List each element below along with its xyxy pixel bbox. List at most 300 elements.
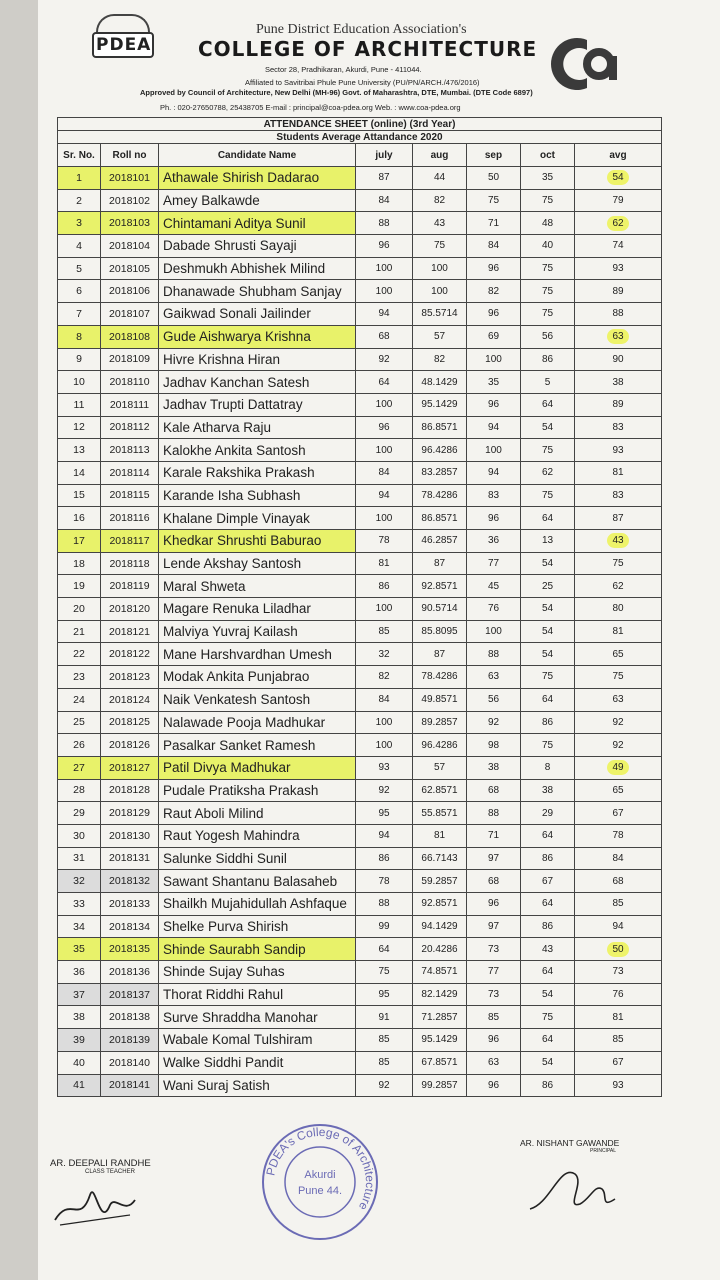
table-cell bbox=[575, 235, 662, 258]
table-cell: 55.8571 bbox=[413, 802, 467, 825]
svg-text:Akurdi: Akurdi bbox=[304, 1169, 336, 1181]
table-cell: 64 bbox=[521, 893, 575, 916]
table-cell bbox=[575, 461, 662, 484]
avg-value: 89 bbox=[612, 285, 624, 297]
principal-scribble-icon bbox=[520, 1154, 620, 1224]
table-cell: 82 bbox=[413, 348, 467, 371]
table-cell bbox=[575, 167, 662, 190]
column-header: Roll no bbox=[101, 144, 159, 167]
table-cell: 98 bbox=[467, 734, 521, 757]
table-cell: 96 bbox=[467, 303, 521, 326]
avg-value: 76 bbox=[612, 989, 624, 1001]
table-cell: 2018129 bbox=[101, 802, 159, 825]
table-cell: 75 bbox=[521, 1006, 575, 1029]
table-cell: 95 bbox=[356, 983, 413, 1006]
table-row bbox=[58, 598, 662, 621]
table-cell: 69 bbox=[467, 325, 521, 348]
table-cell: 75 bbox=[521, 257, 575, 280]
table-cell bbox=[575, 870, 662, 893]
table-cell: 96.4286 bbox=[413, 734, 467, 757]
table-cell: 2018140 bbox=[101, 1051, 159, 1074]
table-row bbox=[58, 915, 662, 938]
attendance-table bbox=[57, 117, 662, 1097]
table-cell: 94 bbox=[356, 824, 413, 847]
table-cell: 99.2857 bbox=[413, 1074, 467, 1097]
principal-signature bbox=[520, 1138, 620, 1229]
table-cell: 13 bbox=[521, 530, 575, 553]
table-cell: 86 bbox=[356, 847, 413, 870]
table-row bbox=[58, 371, 662, 394]
table-cell: 64 bbox=[521, 507, 575, 530]
table-row bbox=[58, 461, 662, 484]
column-header: Sr. No. bbox=[58, 144, 101, 167]
class-teacher-signature bbox=[50, 1158, 151, 1240]
table-cell bbox=[575, 983, 662, 1006]
table-row bbox=[58, 1029, 662, 1052]
table-cell: 94 bbox=[356, 303, 413, 326]
table-cell: Lende Akshay Santosh bbox=[159, 552, 356, 575]
table-cell bbox=[575, 1074, 662, 1097]
avg-value: 50 bbox=[607, 942, 628, 957]
table-cell: 100 bbox=[356, 507, 413, 530]
table-cell: Walke Siddhi Pandit bbox=[159, 1051, 356, 1074]
avg-value: 62 bbox=[612, 580, 624, 592]
table-cell: 2018114 bbox=[101, 461, 159, 484]
table-cell: Raut Yogesh Mahindra bbox=[159, 824, 356, 847]
avg-value: 75 bbox=[612, 671, 624, 683]
table-cell: 86 bbox=[521, 1074, 575, 1097]
table-cell: 48 bbox=[521, 212, 575, 235]
table-cell bbox=[575, 688, 662, 711]
avg-value: 94 bbox=[612, 921, 624, 933]
college-seal-icon bbox=[258, 1120, 382, 1244]
table-cell: 100 bbox=[356, 439, 413, 462]
table-cell: 100 bbox=[356, 598, 413, 621]
table-cell: 95.1429 bbox=[413, 393, 467, 416]
table-cell: 50 bbox=[467, 167, 521, 190]
table-cell: 75 bbox=[521, 666, 575, 689]
table-cell bbox=[575, 189, 662, 212]
table-cell: 2018128 bbox=[101, 779, 159, 802]
table-cell: 4 bbox=[58, 235, 101, 258]
table-row bbox=[58, 620, 662, 643]
table-cell: 40 bbox=[521, 235, 575, 258]
table-cell: 2018105 bbox=[101, 257, 159, 280]
org-name: Pune District Education Association's bbox=[256, 22, 467, 37]
table-cell: 56 bbox=[521, 325, 575, 348]
table-cell: 92 bbox=[356, 779, 413, 802]
table-cell: 2018102 bbox=[101, 189, 159, 212]
table-cell: 64 bbox=[356, 938, 413, 961]
avg-value: 63 bbox=[612, 694, 624, 706]
table-cell: Deshmukh Abhishek Milind bbox=[159, 257, 356, 280]
table-cell: 38 bbox=[467, 756, 521, 779]
table-row bbox=[58, 688, 662, 711]
table-row bbox=[58, 802, 662, 825]
table-cell: Wabale Komal Tulshiram bbox=[159, 1029, 356, 1052]
table-cell: 89.2857 bbox=[413, 711, 467, 734]
column-header: Candidate Name bbox=[159, 144, 356, 167]
avg-value: 80 bbox=[612, 603, 624, 615]
address: Sector 28, Pradhikaran, Akurdi, Pune - 411044. bbox=[265, 65, 422, 74]
table-cell: 96 bbox=[467, 507, 521, 530]
table-cell: 85 bbox=[467, 1006, 521, 1029]
table-cell: 68 bbox=[467, 779, 521, 802]
table-subtitle: Students Average Attandance 2020 bbox=[58, 131, 662, 144]
table-cell bbox=[575, 893, 662, 916]
pdea-logo: PDEA bbox=[92, 14, 154, 64]
table-cell: 2018106 bbox=[101, 280, 159, 303]
table-cell: 22 bbox=[58, 643, 101, 666]
table-cell: Dhanawade Shubham Sanjay bbox=[159, 280, 356, 303]
table-cell: 28 bbox=[58, 779, 101, 802]
table-row bbox=[58, 938, 662, 961]
table-cell: 75 bbox=[467, 189, 521, 212]
table-cell: 91 bbox=[356, 1006, 413, 1029]
table-row bbox=[58, 235, 662, 258]
table-row bbox=[58, 1051, 662, 1074]
table-row bbox=[58, 983, 662, 1006]
contact: Ph. : 020-27650788, 25438705 E-mail : principal@coa-pdea.org Web. : www.coa-pdea.org bbox=[160, 103, 461, 112]
table-cell: Hivre Krishna Hiran bbox=[159, 348, 356, 371]
table-cell: 38 bbox=[58, 1006, 101, 1029]
table-cell: 86 bbox=[521, 915, 575, 938]
table-cell: 100 bbox=[467, 439, 521, 462]
table-row bbox=[58, 552, 662, 575]
table-cell: 2018110 bbox=[101, 371, 159, 394]
table-cell: 96 bbox=[356, 416, 413, 439]
table-row bbox=[58, 416, 662, 439]
table-cell: 2018122 bbox=[101, 643, 159, 666]
table-cell: 35 bbox=[521, 167, 575, 190]
table-row bbox=[58, 1006, 662, 1029]
table-cell: 2018117 bbox=[101, 530, 159, 553]
table-row bbox=[58, 893, 662, 916]
table-cell: 8 bbox=[521, 756, 575, 779]
svg-text:PDEA's College of Architecture: PDEA's College of Architecture bbox=[263, 1124, 378, 1213]
table-cell: 2018130 bbox=[101, 824, 159, 847]
table-cell: 6 bbox=[58, 280, 101, 303]
column-header: oct bbox=[521, 144, 575, 167]
table-cell: 96.4286 bbox=[413, 439, 467, 462]
table-cell: 100 bbox=[413, 257, 467, 280]
avg-value: 93 bbox=[612, 444, 624, 456]
table-cell: 84 bbox=[467, 235, 521, 258]
table-cell: 8 bbox=[58, 325, 101, 348]
avg-value: 38 bbox=[612, 376, 624, 388]
table-cell: 24 bbox=[58, 688, 101, 711]
table-cell: 2018104 bbox=[101, 235, 159, 258]
table-cell: 87 bbox=[356, 167, 413, 190]
table-cell: Athawale Shirish Dadarao bbox=[159, 167, 356, 190]
table-row bbox=[58, 824, 662, 847]
table-cell: 18 bbox=[58, 552, 101, 575]
table-cell: 86 bbox=[521, 847, 575, 870]
table-cell: 36 bbox=[467, 530, 521, 553]
table-row bbox=[58, 439, 662, 462]
table-cell: 12 bbox=[58, 416, 101, 439]
avg-value: 63 bbox=[607, 329, 628, 344]
avg-value: 67 bbox=[612, 807, 624, 819]
table-cell: 27 bbox=[58, 756, 101, 779]
avg-value: 87 bbox=[612, 512, 624, 524]
table-cell: 2018141 bbox=[101, 1074, 159, 1097]
table-cell: 68 bbox=[467, 870, 521, 893]
avg-value: 85 bbox=[612, 898, 624, 910]
table-row bbox=[58, 847, 662, 870]
table-row bbox=[58, 484, 662, 507]
table-cell bbox=[575, 824, 662, 847]
table-cell: 62 bbox=[521, 461, 575, 484]
table-cell: 2018121 bbox=[101, 620, 159, 643]
table-cell: Shailkh Mujahidullah Ashfaque bbox=[159, 893, 356, 916]
table-cell: 64 bbox=[521, 961, 575, 984]
avg-value: 65 bbox=[612, 784, 624, 796]
avg-value: 83 bbox=[612, 421, 624, 433]
table-cell: 82 bbox=[467, 280, 521, 303]
table-cell: 54 bbox=[521, 1051, 575, 1074]
table-cell: Nalawade Pooja Madhukar bbox=[159, 711, 356, 734]
table-cell: 78 bbox=[356, 870, 413, 893]
avg-value: 93 bbox=[612, 1079, 624, 1091]
avg-value: 78 bbox=[612, 830, 624, 842]
table-cell: 2018138 bbox=[101, 1006, 159, 1029]
table-cell: 2018124 bbox=[101, 688, 159, 711]
avg-value: 84 bbox=[612, 852, 624, 864]
table-cell: 93 bbox=[356, 756, 413, 779]
table-cell: 54 bbox=[521, 598, 575, 621]
table-cell: 2018123 bbox=[101, 666, 159, 689]
table-cell: 67.8571 bbox=[413, 1051, 467, 1074]
table-cell: 2018115 bbox=[101, 484, 159, 507]
letterhead bbox=[60, 4, 660, 130]
table-row bbox=[58, 167, 662, 190]
table-title: ATTENDANCE SHEET (online) (3rd Year) bbox=[58, 118, 662, 131]
table-header-row bbox=[58, 144, 662, 167]
table-cell: 86.8571 bbox=[413, 416, 467, 439]
table-cell: 2018111 bbox=[101, 393, 159, 416]
table-cell bbox=[575, 802, 662, 825]
table-cell: 32 bbox=[58, 870, 101, 893]
table-row bbox=[58, 711, 662, 734]
table-cell: 94.1429 bbox=[413, 915, 467, 938]
avg-value: 68 bbox=[612, 875, 624, 887]
table-cell: 86 bbox=[521, 711, 575, 734]
table-cell: Kale Atharva Raju bbox=[159, 416, 356, 439]
table-cell: 36 bbox=[58, 961, 101, 984]
table-cell: 2018120 bbox=[101, 598, 159, 621]
table-cell: Khalane Dimple Vinayak bbox=[159, 507, 356, 530]
table-cell: 37 bbox=[58, 983, 101, 1006]
table-cell: Magare Renuka Liladhar bbox=[159, 598, 356, 621]
table-cell bbox=[575, 1029, 662, 1052]
table-cell: 54 bbox=[521, 643, 575, 666]
table-cell: 49.8571 bbox=[413, 688, 467, 711]
table-cell: 90.5714 bbox=[413, 598, 467, 621]
table-cell: 73 bbox=[467, 983, 521, 1006]
table-cell: Salunke Siddhi Sunil bbox=[159, 847, 356, 870]
table-cell: Shinde Saurabh Sandip bbox=[159, 938, 356, 961]
table-row bbox=[58, 507, 662, 530]
table-cell: 21 bbox=[58, 620, 101, 643]
table-cell: 54 bbox=[521, 620, 575, 643]
table-cell bbox=[575, 643, 662, 666]
table-cell: 85.5714 bbox=[413, 303, 467, 326]
table-cell: Raut Aboli Milind bbox=[159, 802, 356, 825]
table-cell bbox=[575, 961, 662, 984]
table-cell: 97 bbox=[467, 847, 521, 870]
table-cell: 100 bbox=[356, 734, 413, 757]
table-cell: 10 bbox=[58, 371, 101, 394]
table-cell: 57 bbox=[413, 325, 467, 348]
table-cell: 32 bbox=[356, 643, 413, 666]
table-cell: 64 bbox=[521, 1029, 575, 1052]
table-cell bbox=[575, 575, 662, 598]
table-cell bbox=[575, 847, 662, 870]
table-cell bbox=[575, 598, 662, 621]
avg-value: 81 bbox=[612, 467, 624, 479]
table-cell: 71 bbox=[467, 212, 521, 235]
avg-value: 75 bbox=[612, 558, 624, 570]
table-row bbox=[58, 303, 662, 326]
table-cell: 64 bbox=[356, 371, 413, 394]
table-cell: 75 bbox=[356, 961, 413, 984]
table-cell: Modak Ankita Punjabrao bbox=[159, 666, 356, 689]
signature-scribble-icon bbox=[50, 1175, 140, 1235]
column-header: july bbox=[356, 144, 413, 167]
table-cell: 82 bbox=[356, 666, 413, 689]
table-cell: 87 bbox=[413, 552, 467, 575]
table-cell: 100 bbox=[467, 348, 521, 371]
table-cell: 15 bbox=[58, 484, 101, 507]
table-cell: 67 bbox=[521, 870, 575, 893]
table-cell: Surve Shraddha Manohar bbox=[159, 1006, 356, 1029]
avg-value: 83 bbox=[612, 489, 624, 501]
table-row bbox=[58, 393, 662, 416]
table-cell: 35 bbox=[467, 371, 521, 394]
principal-role: PRINCIPAL bbox=[590, 1148, 617, 1154]
table-cell: 2018125 bbox=[101, 711, 159, 734]
table-cell bbox=[575, 1051, 662, 1074]
table-cell: 100 bbox=[467, 620, 521, 643]
table-cell: Jadhav Trupti Dattatray bbox=[159, 393, 356, 416]
table-cell: 2018127 bbox=[101, 756, 159, 779]
avg-value: 81 bbox=[612, 626, 624, 638]
table-row bbox=[58, 257, 662, 280]
table-cell: Thorat Riddhi Rahul bbox=[159, 983, 356, 1006]
table-cell bbox=[575, 756, 662, 779]
table-cell: 2018118 bbox=[101, 552, 159, 575]
table-row bbox=[58, 756, 662, 779]
table-cell: Pudale Pratiksha Prakash bbox=[159, 779, 356, 802]
table-cell: 66.7143 bbox=[413, 847, 467, 870]
table-cell: 19 bbox=[58, 575, 101, 598]
table-cell bbox=[575, 734, 662, 757]
table-cell: 88 bbox=[356, 893, 413, 916]
avg-value: 92 bbox=[612, 716, 624, 728]
table-cell: 96 bbox=[467, 257, 521, 280]
table-cell bbox=[575, 416, 662, 439]
table-cell: Dabade Shrusti Sayaji bbox=[159, 235, 356, 258]
college-name: COLLEGE OF ARCHITECTURE bbox=[198, 37, 538, 61]
table-cell: 25 bbox=[521, 575, 575, 598]
table-cell: 63 bbox=[467, 666, 521, 689]
table-cell: 54 bbox=[521, 983, 575, 1006]
table-cell: 5 bbox=[521, 371, 575, 394]
table-cell: 92.8571 bbox=[413, 575, 467, 598]
table-cell: 75 bbox=[521, 484, 575, 507]
table-row bbox=[58, 212, 662, 235]
table-cell: 86 bbox=[521, 348, 575, 371]
avg-value: 93 bbox=[612, 263, 624, 275]
table-cell: 63 bbox=[467, 1051, 521, 1074]
table-cell bbox=[575, 371, 662, 394]
class-teacher-role: CLASS TEACHER bbox=[85, 1169, 135, 1175]
table-cell: 85 bbox=[356, 1029, 413, 1052]
table-cell bbox=[575, 325, 662, 348]
avg-value: 65 bbox=[612, 648, 624, 660]
table-cell: Gude Aishwarya Krishna bbox=[159, 325, 356, 348]
table-cell: 14 bbox=[58, 461, 101, 484]
column-header: aug bbox=[413, 144, 467, 167]
table-cell bbox=[575, 393, 662, 416]
avg-value: 88 bbox=[612, 308, 624, 320]
table-cell: 31 bbox=[58, 847, 101, 870]
table-cell: 2018136 bbox=[101, 961, 159, 984]
table-cell: 81 bbox=[413, 824, 467, 847]
table-cell: 7 bbox=[58, 303, 101, 326]
table-cell: 83 bbox=[467, 484, 521, 507]
table-cell: 54 bbox=[521, 416, 575, 439]
table-cell: 100 bbox=[356, 257, 413, 280]
table-cell: 2 bbox=[58, 189, 101, 212]
table-cell bbox=[575, 507, 662, 530]
table-cell: 20.4286 bbox=[413, 938, 467, 961]
table-cell: 73 bbox=[467, 938, 521, 961]
table-cell: 76 bbox=[467, 598, 521, 621]
table-cell: 35 bbox=[58, 938, 101, 961]
table-cell bbox=[575, 620, 662, 643]
table-cell: 2018113 bbox=[101, 439, 159, 462]
table-cell: 3 bbox=[58, 212, 101, 235]
table-row bbox=[58, 961, 662, 984]
avg-value: 73 bbox=[612, 966, 624, 978]
table-cell: 78.4286 bbox=[413, 666, 467, 689]
table-cell: 97 bbox=[467, 915, 521, 938]
table-row bbox=[58, 666, 662, 689]
table-cell: 88 bbox=[467, 643, 521, 666]
table-cell: 2018126 bbox=[101, 734, 159, 757]
table-cell: 84 bbox=[356, 688, 413, 711]
avg-value: 62 bbox=[607, 216, 628, 231]
avg-value: 89 bbox=[612, 399, 624, 411]
table-cell: 94 bbox=[467, 416, 521, 439]
table-cell bbox=[575, 1006, 662, 1029]
table-cell: 96 bbox=[356, 235, 413, 258]
table-cell: 92 bbox=[467, 711, 521, 734]
table-cell: 64 bbox=[521, 688, 575, 711]
class-teacher-name: AR. DEEPALI RANDHE bbox=[50, 1158, 151, 1169]
table-cell: 99 bbox=[356, 915, 413, 938]
table-cell bbox=[575, 212, 662, 235]
avg-value: 90 bbox=[612, 353, 624, 365]
table-cell: 78.4286 bbox=[413, 484, 467, 507]
table-cell: 84 bbox=[356, 189, 413, 212]
table-cell bbox=[575, 915, 662, 938]
table-cell: Mane Harshvardhan Umesh bbox=[159, 643, 356, 666]
coa-logo-icon bbox=[547, 34, 621, 94]
table-cell: 77 bbox=[467, 552, 521, 575]
